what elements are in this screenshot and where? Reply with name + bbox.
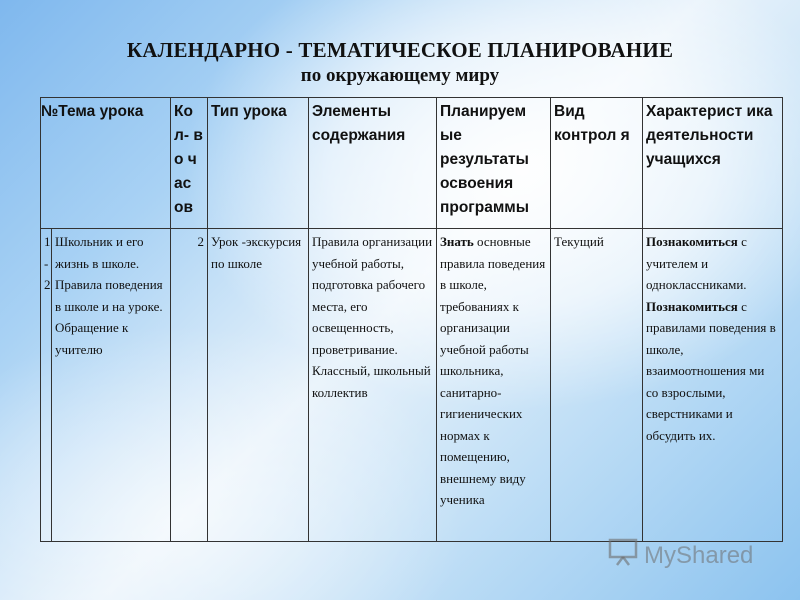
header-cell-content — [309, 98, 437, 229]
header-type: Тип урока — [211, 103, 287, 120]
title-line-1: КАЛЕНДАРНО - ТЕМАТИЧЕСКОЕ ПЛАНИРОВАНИЕ — [126, 38, 674, 62]
header-cell-topic — [41, 98, 171, 229]
title-line-2: по окружающему миру — [300, 65, 500, 86]
header-cell-type — [208, 98, 309, 229]
activity-keyword-1: Познакомиться — [646, 234, 738, 249]
table-row — [41, 229, 783, 542]
cell-topic: Школьник и его жизнь в школе. Правила поведения в школе и на уроке. Обращение к учителю — [52, 229, 171, 542]
activity-keyword-2: Познакомиться — [646, 298, 738, 314]
activity-text-1: с учителем и одноклассниками. — [646, 234, 747, 292]
header-content: Элементы содержания — [312, 103, 406, 144]
header-cell-results — [437, 98, 551, 229]
table-header-row — [41, 98, 783, 229]
cell-activity — [643, 229, 783, 542]
header-hours: Ко л- во час ов — [174, 103, 203, 216]
results-text: основные правила поведения в школе, требованиях к организации учебной работы школьника, санитарно-гигиенических нормах к помещению, внешнему виду ученика — [440, 234, 546, 507]
cell-results — [437, 229, 551, 542]
activity-text-2: с правилами поведения в школе, взаимоотношения ми со взрослыми, сверстниками и обсудить их. — [646, 298, 776, 443]
header-cell-activity — [643, 98, 783, 229]
header-activity: Характерист ика деятельности учащихся — [646, 103, 773, 168]
header-num: № — [41, 103, 59, 120]
num-mid: - — [44, 255, 49, 271]
num-bottom: 2 — [44, 277, 51, 292]
page-title — [0, 38, 800, 87]
cell-type: Урок -экскурсия по школе — [208, 229, 309, 542]
watermark — [608, 538, 753, 573]
header-results: Планируем ые результаты освоения программы — [440, 103, 530, 216]
planning-table — [40, 97, 783, 542]
cell-content: Правила организации учебной работы, подготовка рабочего места, его освещенность, проветривание. Классный, школьный коллектив — [309, 229, 437, 542]
num-top: 1 — [44, 234, 51, 249]
header-topic: Тема урока — [58, 103, 144, 120]
presentation-board-icon — [608, 538, 638, 573]
results-keyword: Знать — [440, 234, 474, 249]
cell-num — [41, 229, 52, 542]
header-cell-hours — [171, 98, 208, 229]
cell-control: Текущий — [551, 229, 643, 542]
header-cell-control — [551, 98, 643, 229]
watermark-text: MyShared — [644, 541, 754, 569]
cell-hours: 2 — [171, 229, 208, 542]
header-control: Вид контрол я — [554, 103, 630, 144]
